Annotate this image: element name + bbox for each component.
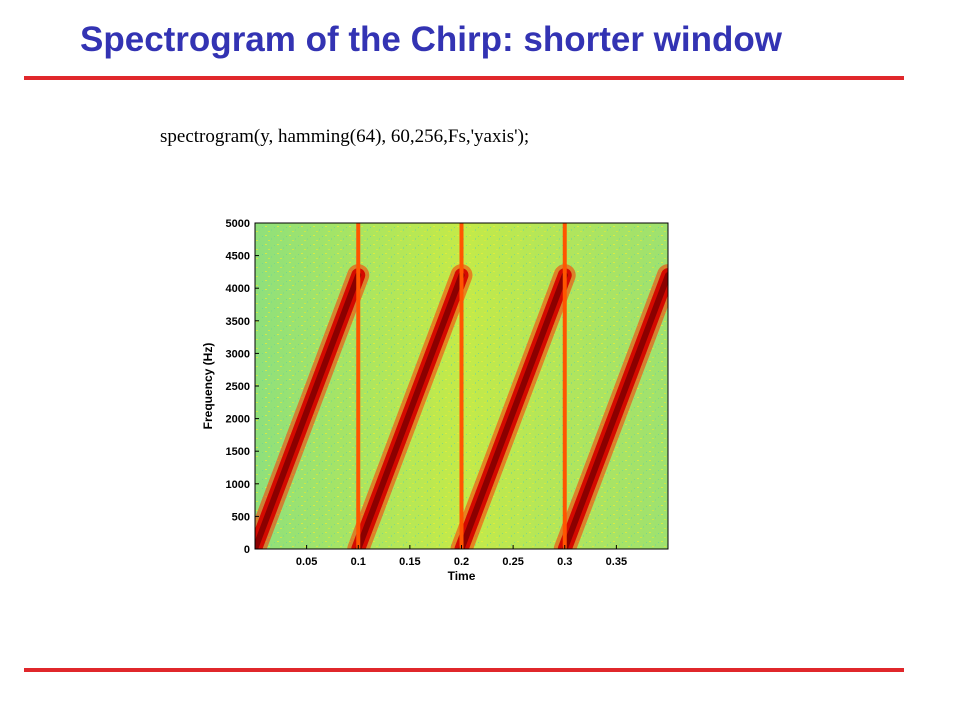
y-tick-label: 3500 [225, 315, 250, 328]
y-tick-label: 2000 [225, 413, 250, 426]
code-snippet: spectrogram(y, hamming(64), 60,256,Fs,'yaxis'); [160, 126, 530, 147]
x-tick-label: 0.1 [350, 556, 366, 568]
plot-area [255, 223, 668, 549]
y-tick-label: 3000 [225, 348, 250, 361]
y-tick-label: 1500 [225, 446, 250, 459]
x-tick-label: 0.35 [605, 556, 628, 568]
y-tick-label: 0 [243, 544, 250, 556]
x-axis-label: Time [447, 569, 476, 583]
slide-title: Spectrogram of the Chirp: shorter window [80, 20, 782, 59]
y-tick-label: 4500 [225, 250, 250, 263]
y-tick-label: 500 [231, 511, 250, 524]
x-tick-label: 0.05 [295, 556, 318, 568]
x-tick-label: 0.25 [502, 556, 524, 568]
bottom-divider [24, 668, 904, 672]
y-axis-label: Frequency (Hz) [201, 342, 215, 430]
x-tick-label: 0.15 [399, 556, 421, 568]
y-tick-label: 4000 [225, 283, 250, 296]
x-tick-label: 0.3 [557, 556, 573, 568]
x-tick-label: 0.2 [453, 556, 470, 568]
y-tick-label: 2500 [225, 381, 250, 393]
y-tick-label: 1000 [225, 478, 250, 491]
y-tick-label: 5000 [225, 218, 250, 230]
